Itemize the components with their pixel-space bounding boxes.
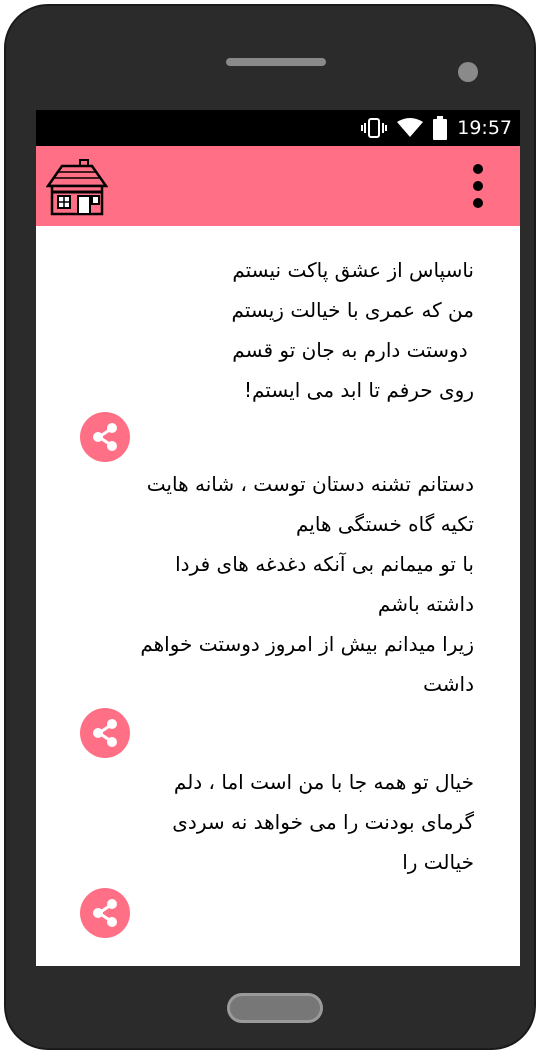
- front-camera: [458, 62, 478, 82]
- share-icon: [90, 898, 120, 928]
- poem-line: من که عمری با خیالت زیستم: [231, 298, 474, 322]
- poem-line: ناسپاس از عشق پاکت نیستم: [232, 258, 474, 282]
- earpiece-speaker: [226, 58, 326, 66]
- poem-line: خیالت را: [402, 850, 474, 874]
- poem-line: خیال تو همه جا با من است اما ، دلم: [173, 770, 474, 794]
- poem-line: با تو میمانم بی آنکه دغدغه های فردا: [175, 552, 474, 576]
- poem-line: گرمای بودنت را می خواهد نه سردی: [172, 810, 474, 834]
- menu-dot: [473, 164, 483, 174]
- house-icon[interactable]: [46, 156, 108, 218]
- menu-dot: [473, 181, 483, 191]
- poem-line: دستانم تشنه دستان توست ، شانه هایت: [146, 472, 474, 496]
- vibrate-icon: [361, 117, 387, 139]
- menu-dot: [473, 198, 483, 208]
- poem-text: [74, 762, 474, 882]
- share-icon: [90, 422, 120, 452]
- poem-line: تکیه گاه خستگی هایم: [295, 512, 474, 536]
- battery-icon: [433, 116, 447, 140]
- poem-line: داشت: [423, 672, 474, 696]
- more-vert-icon[interactable]: [460, 160, 496, 212]
- poem-text: [74, 464, 474, 704]
- poem-line: داشته باشم: [377, 592, 474, 616]
- share-button[interactable]: [80, 708, 130, 758]
- phone-frame: [4, 4, 536, 1050]
- poem-line: زیرا میدانم بیش از امروز دوستت خواهم: [140, 632, 474, 656]
- poem-line: دوستت دارم به جان تو قسم: [232, 338, 474, 362]
- status-time: 19:57: [457, 117, 512, 139]
- app-bar: [36, 146, 520, 226]
- poem-text: [74, 250, 474, 410]
- poem-line: روی حرفم تا ابد می ایستم!: [243, 378, 474, 402]
- screen: [36, 110, 520, 966]
- status-bar: [36, 110, 520, 146]
- poem-list: [36, 226, 520, 966]
- share-icon: [90, 718, 120, 748]
- wifi-icon: [397, 118, 423, 138]
- share-button[interactable]: [80, 412, 130, 462]
- share-button[interactable]: [80, 888, 130, 938]
- home-button[interactable]: [227, 993, 323, 1023]
